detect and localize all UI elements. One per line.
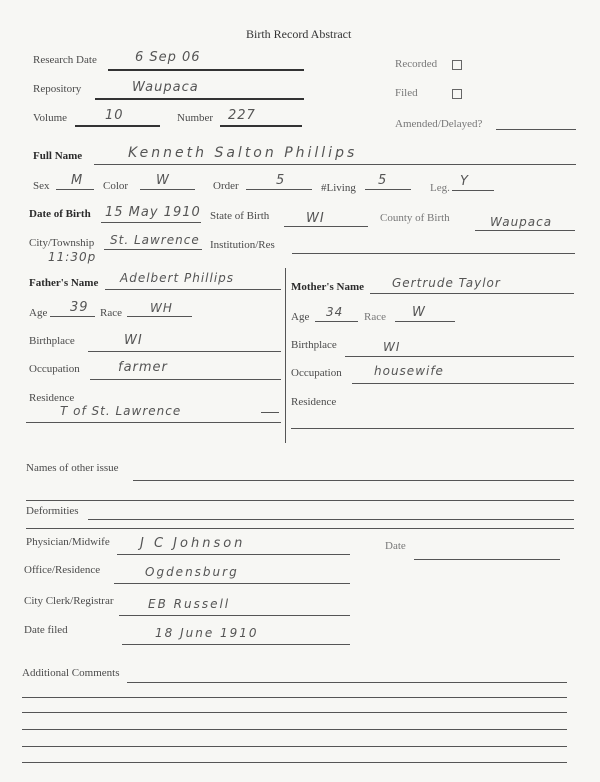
city-township-value[interactable]: St. Lawrence [110, 233, 200, 247]
father-residence-label: Residence [29, 392, 75, 404]
living-value[interactable]: 5 [378, 173, 388, 188]
repository-line [95, 98, 304, 100]
city-clerk-label: City Clerk/Registrar [24, 595, 114, 607]
living-line [365, 189, 411, 190]
mother-race-line [395, 321, 455, 322]
office-residence-line [114, 583, 350, 584]
comments-line-2 [22, 697, 567, 698]
mother-residence-label: Residence [291, 396, 337, 408]
institution-label: Institution/Res [210, 239, 275, 251]
city-clerk-value[interactable]: EB Russell [148, 597, 231, 611]
city-township-line [104, 249, 202, 250]
father-birthplace-line [88, 351, 281, 352]
volume-label: Volume [33, 112, 68, 124]
office-residence-value[interactable]: Ogdensburg [145, 565, 239, 579]
date-filed-value[interactable]: 18 June 1910 [155, 626, 259, 640]
full-name-line [94, 164, 576, 165]
father-residence-tick [261, 412, 279, 413]
county-of-birth-line [475, 230, 575, 231]
comments-line-3 [22, 712, 567, 713]
father-birthplace-label: Birthplace [29, 335, 75, 347]
comments-line-1 [127, 682, 567, 683]
father-age-label: Age [29, 307, 48, 319]
date-of-birth-value[interactable]: 15 May 1910 [105, 205, 201, 220]
mothers-name-line [370, 293, 574, 294]
repository-value[interactable]: Waupaca [132, 80, 199, 95]
date-filed-label: Date filed [24, 624, 68, 636]
deformities-label: Deformities [26, 505, 79, 517]
names-other-issue-label: Names of other issue [26, 462, 119, 474]
office-residence-label: Office/Residence [24, 564, 101, 576]
sex-value[interactable]: M [71, 173, 84, 188]
number-line [220, 125, 302, 127]
physician-label: Physician/Midwife [26, 536, 110, 548]
comments-line-4 [22, 729, 567, 730]
filed-checkbox[interactable] [452, 89, 462, 99]
fathers-name-label: Father's Name [29, 277, 99, 289]
sex-line [56, 189, 94, 190]
leg-line [452, 190, 494, 191]
physician-value[interactable]: J C Johnson [140, 536, 246, 551]
date-line [414, 559, 560, 560]
father-occupation-label: Occupation [29, 363, 80, 375]
father-occupation-value[interactable]: farmer [118, 360, 168, 375]
amended-line [496, 129, 576, 130]
order-label: Order [213, 180, 239, 192]
county-of-birth-label: County of Birth [380, 212, 450, 224]
leg-value[interactable]: Y [460, 174, 469, 189]
volume-line [75, 125, 160, 127]
comments-line-5 [22, 746, 567, 747]
fathers-name-line [105, 289, 281, 290]
order-line [246, 189, 312, 190]
names-other-issue-line-1 [133, 480, 574, 481]
state-of-birth-line [284, 226, 368, 227]
color-value[interactable]: W [156, 173, 170, 188]
father-residence-value[interactable]: T of St. Lawrence [60, 404, 182, 418]
research-date-value[interactable]: 6 Sep 06 [135, 50, 201, 65]
leg-label: Leg. [430, 182, 450, 194]
mother-race-value[interactable]: W [412, 305, 426, 320]
mother-race-label: Race [364, 311, 386, 323]
order-value[interactable]: 5 [276, 173, 286, 188]
father-age-line [50, 316, 95, 317]
parents-divider [285, 268, 286, 443]
father-race-label: Race [100, 307, 122, 319]
repository-label: Repository [33, 83, 82, 95]
date-filed-line [122, 644, 350, 645]
deformities-line-2 [26, 528, 574, 529]
state-of-birth-label: State of Birth [210, 210, 270, 222]
father-race-value[interactable]: WH [150, 301, 173, 315]
city-clerk-line [119, 615, 350, 616]
mothers-name-label: Mother's Name [291, 281, 365, 293]
full-name-value[interactable]: Kenneth Salton Phillips [128, 145, 358, 161]
physician-line [117, 554, 350, 555]
mother-age-line [315, 321, 358, 322]
full-name-label: Full Name [33, 150, 83, 162]
mother-occupation-line [352, 383, 574, 384]
recorded-label: Recorded [395, 58, 438, 70]
recorded-checkbox[interactable] [452, 60, 462, 70]
number-label: Number [177, 112, 214, 124]
color-line [140, 189, 195, 190]
filed-label: Filed [395, 87, 418, 99]
mother-age-label: Age [291, 311, 310, 323]
father-race-line [127, 316, 192, 317]
names-other-issue-line-2 [26, 500, 574, 501]
city-township-label: City/Township [29, 237, 95, 249]
institution-line [292, 253, 575, 254]
date-label: Date [385, 540, 406, 552]
mother-occupation-value[interactable]: housewife [374, 364, 444, 378]
deformities-line-1 [88, 519, 574, 520]
date-of-birth-label: Date of Birth [29, 208, 91, 220]
volume-value[interactable]: 10 [105, 108, 124, 123]
research-date-line [108, 69, 304, 71]
mother-age-value[interactable]: 34 [326, 305, 344, 319]
color-label: Color [103, 180, 129, 192]
number-value[interactable]: 227 [228, 108, 256, 123]
fathers-name-value[interactable]: Adelbert Phillips [120, 271, 235, 285]
comments-line-6 [22, 762, 567, 763]
birth-time-value[interactable]: 11:30p [48, 250, 97, 264]
sex-label: Sex [33, 180, 50, 192]
amended-label: Amended/Delayed? [395, 118, 483, 130]
father-occupation-line [90, 379, 281, 380]
date-of-birth-line [101, 222, 201, 223]
research-date-label: Research Date [33, 54, 97, 66]
form-title: Birth Record Abstract [246, 27, 352, 41]
mother-occupation-label: Occupation [291, 367, 342, 379]
state-of-birth-value[interactable]: WI [306, 211, 325, 226]
living-label: #Living [321, 182, 356, 194]
additional-comments-label: Additional Comments [22, 667, 120, 679]
mother-residence-line [291, 428, 574, 429]
mothers-name-value[interactable]: Gertrude Taylor [392, 276, 501, 290]
mother-birthplace-line [345, 356, 574, 357]
father-birthplace-value[interactable]: WI [124, 333, 143, 348]
mother-birthplace-value[interactable]: WI [383, 340, 401, 354]
mother-birthplace-label: Birthplace [291, 339, 337, 351]
county-of-birth-value[interactable]: Waupaca [490, 215, 553, 229]
father-age-value[interactable]: 39 [70, 300, 89, 315]
father-residence-line [26, 422, 281, 423]
